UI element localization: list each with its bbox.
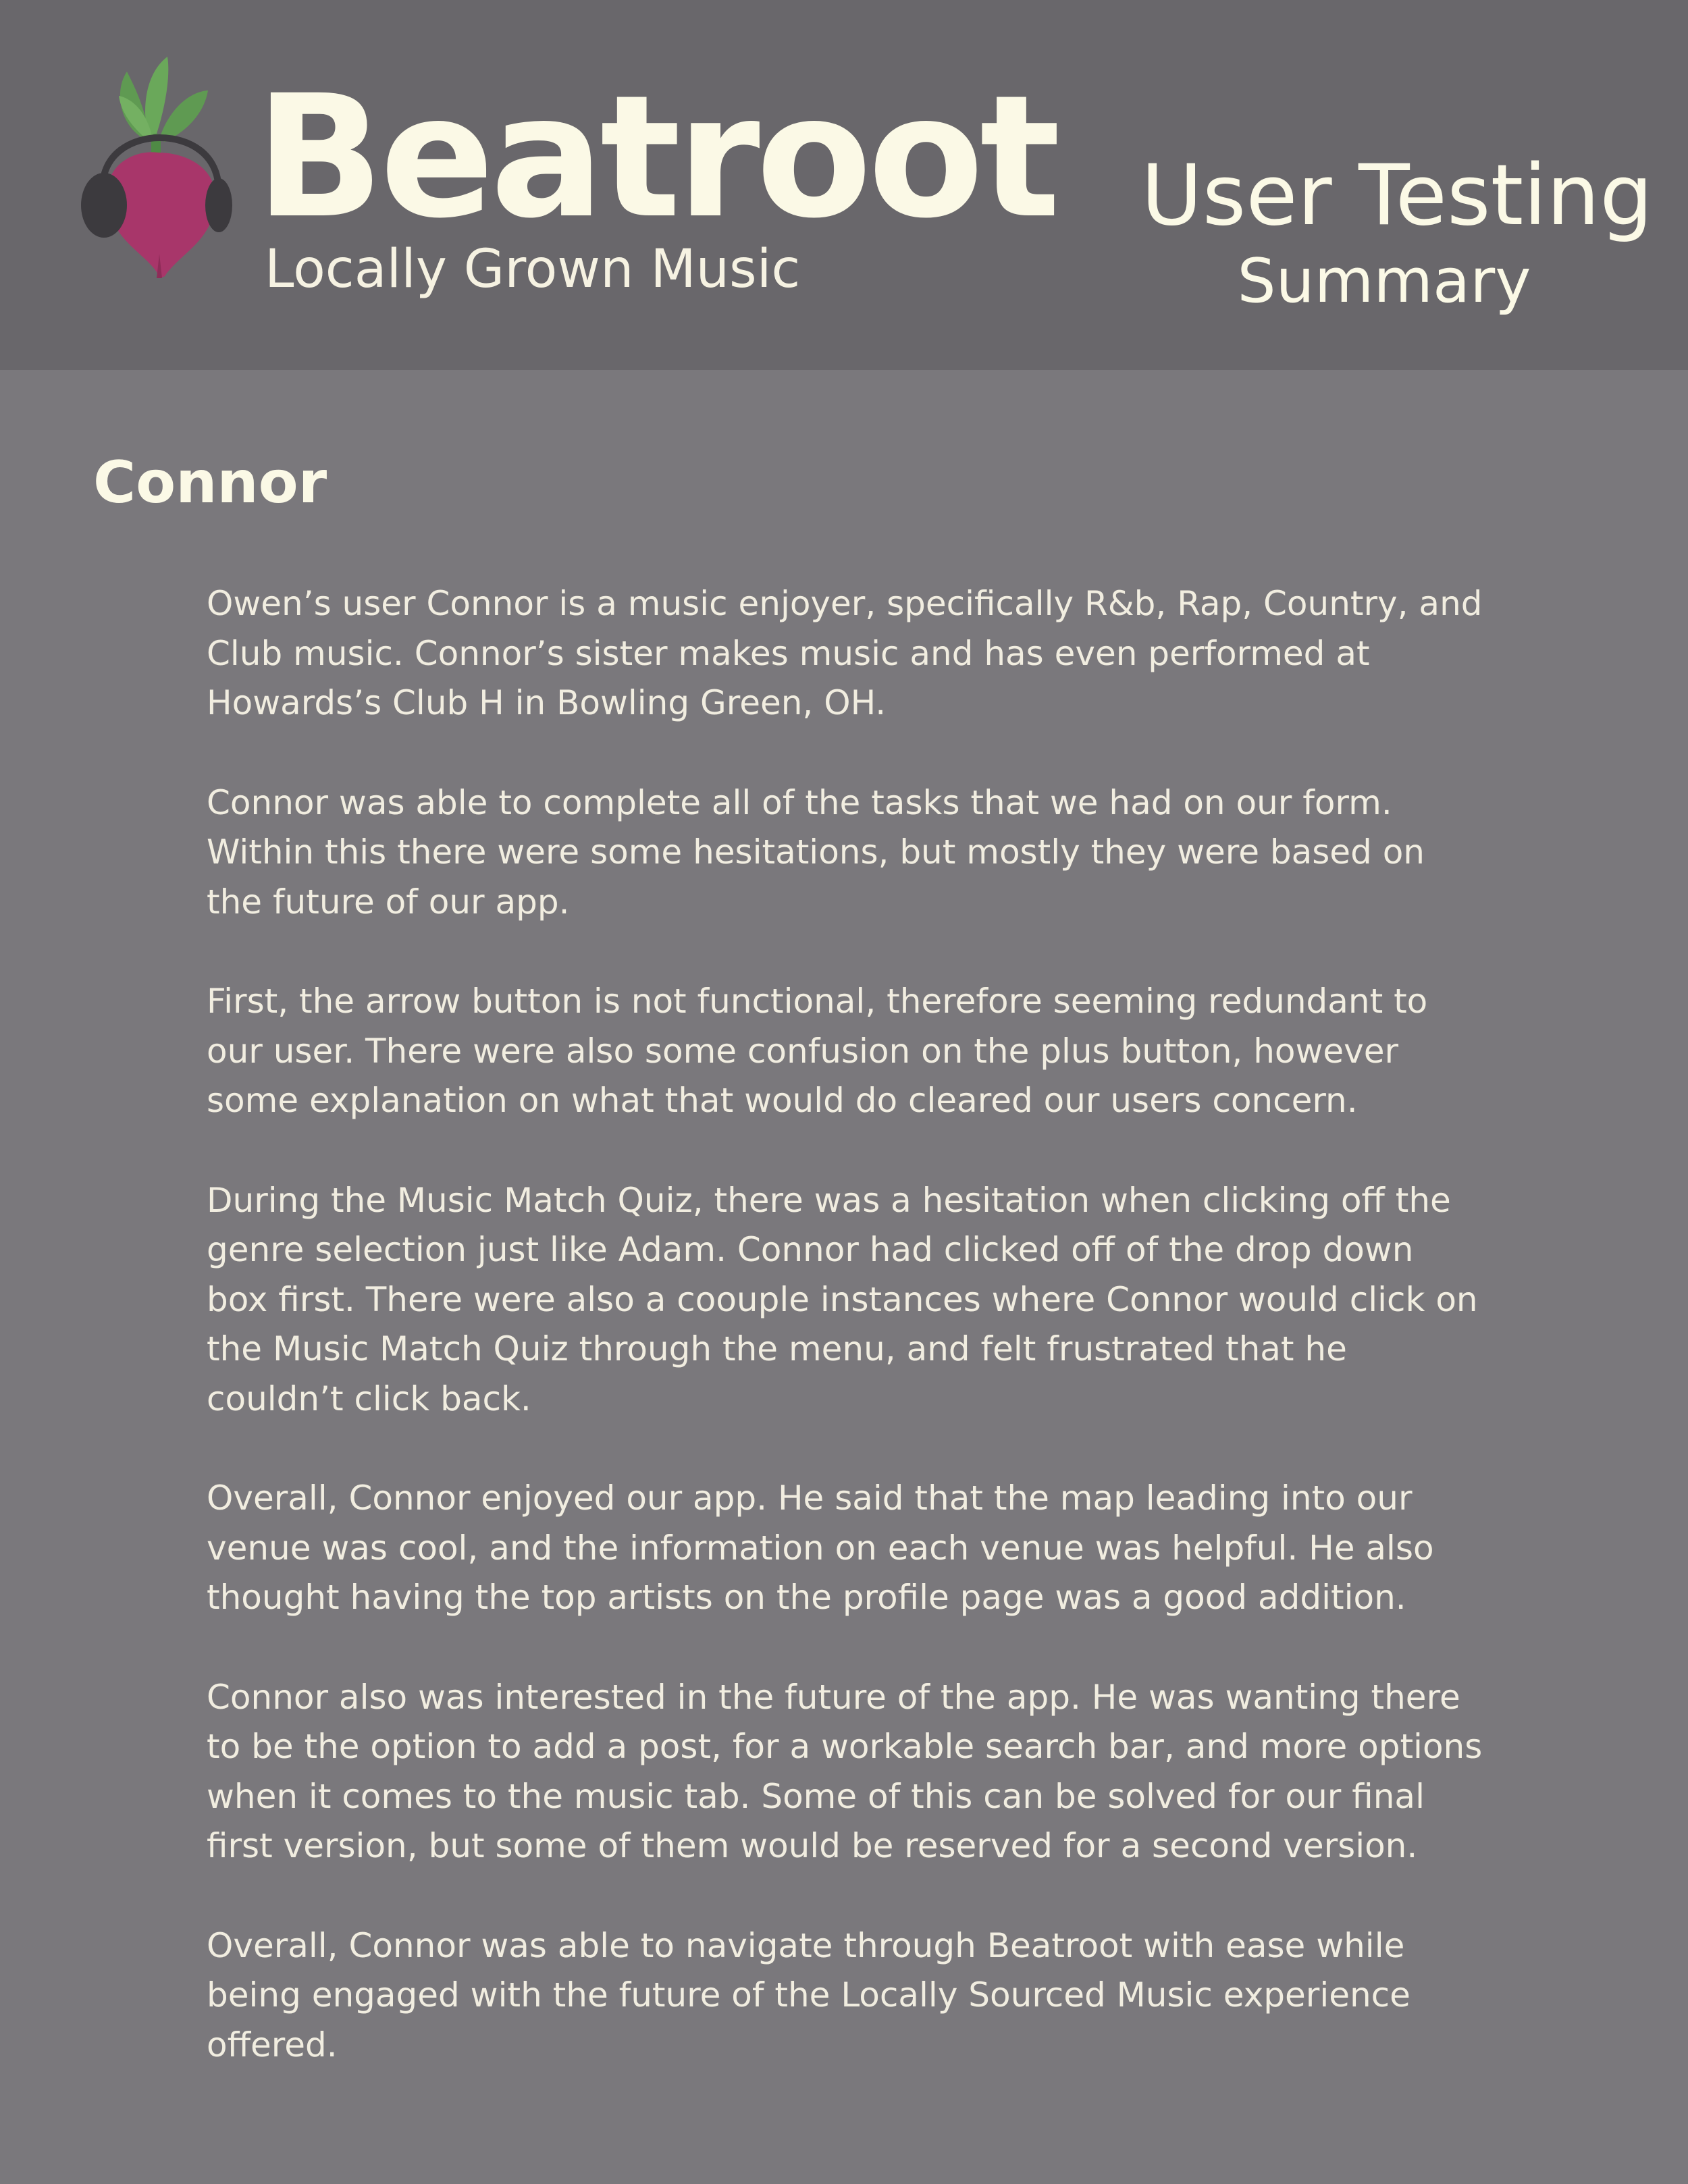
summary-paragraph: Overall, Connor was able to navigate through Beatroot with ease while being engaged with the future of the Locally Sourced Music experience offered.: [207, 1925, 1410, 2065]
summary-paragraph: Connor also was interested in the future of the app. He was wanting there to be the option to add a post, for a workable search bar, and more options when it comes to the music tab. Some of this can be solved for our final first version, but some of them would be reserved for a second version.: [207, 1677, 1483, 1865]
summary-paragraph: During the Music Match Quiz, there was a hesitation when clicking off the genre selection just like Adam. Connor had clicked off of the drop down box first. There were also a coouple instances where Connor would click on the Music Match Quiz through the menu, and felt frustrated that he couldn’t click back.: [207, 1180, 1478, 1418]
user-name-heading: Connor: [93, 449, 327, 516]
brand-tagline: Locally Grown Music: [265, 239, 801, 300]
beetroot-with-headphones-icon: [80, 51, 236, 281]
summary-paragraph: First, the arrow button is not functional, therefore seeming redundant to our user. There were also some confusion on the plus button, however some explanation on what that would do cleared our users concern.: [207, 982, 1428, 1120]
summary-body: [207, 579, 1483, 2070]
document-title: User Testing: [1141, 147, 1653, 244]
summary-paragraph: Owen’s user Connor is a music enjoyer, specifically R&b, Rap, Country, and Club music. Connor’s sister makes music and has even performed at Howards’s Club H in Bowling Green, OH.: [207, 584, 1483, 722]
brand-name: Beatroot: [255, 59, 1057, 255]
document-subtitle: Summary: [1237, 246, 1531, 317]
header-banner: [0, 0, 1688, 370]
summary-paragraph: Connor was able to complete all of the tasks that we had on our form. Within this there were some hesitations, but mostly they were based on the future of our app.: [207, 782, 1425, 922]
summary-paragraph: Overall, Connor enjoyed our app. He said that the map leading into our venue was cool, and the information on each venue was helpful. He also thought having the top artists on the profile page was a good addition.: [207, 1479, 1434, 1617]
